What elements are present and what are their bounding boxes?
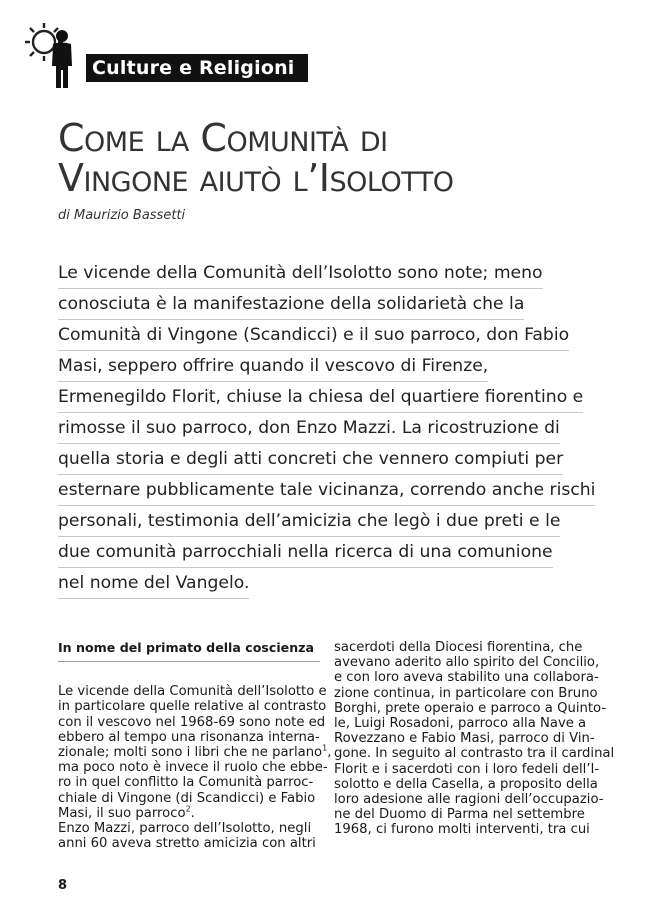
body-line: Rovezzano e Fabio Masi, parroco di Vin- [334,731,595,747]
body-line: solotto e della Casella, a proposito della [334,776,598,792]
body-line: Enzo Mazzi, parroco dell’Isolotto, negli [58,821,312,837]
body-line: ma poco noto è invece il ruolo che ebbe- [58,760,328,776]
body-line: sacerdoti della Diocesi fiorentina, che [334,640,583,655]
section-banner: Culture e Religioni [86,54,308,82]
lead-line: Masi, seppero offrire quando il vescovo di Firenze, [58,351,578,382]
body-line: Le vicende della Comunità dell’Isolotto e [58,684,327,700]
body-line: gone. In seguito al contrasto tra il cardinal [334,746,615,762]
lead-line: rimosse il suo parroco, don Enzo Mazzi. La ricostruzione di [58,413,578,444]
footnote-ref[interactable]: 2 [185,804,191,814]
lead-line: Comunità di Vingone (Scandicci) e il suo parroco, don Fabio [58,320,578,351]
body-line: Borghi, prete operaio e parroco a Quinto- [334,700,607,716]
body-line: in particolare quelle relative al contrasto [58,699,327,715]
lead-line: nel nome del Vangelo. [58,568,578,599]
body-line: e con loro aveva stabilito una collabora- [334,670,599,686]
body-line: chiale di Vingone (di Scandicci) e Fabio [58,790,316,806]
lead-line: Ermenegildo Florit, chiuse la chiesa del quartiere fiorentino e [58,382,578,413]
title-line: Vingone aiutò l’Isolotto [58,156,454,200]
body-line: 1968, ci furono molti interventi, tra cui [334,822,590,838]
lead-line: personali, testimonia dell’amicizia che legò i due preti e le [58,506,578,537]
body-line: Florit e i sacerdoti con i loro fedeli dell’I- [334,761,600,777]
title-line: Come la Comunità di [58,116,388,160]
body-line: con il vescovo nel 1968-69 sono note ed [58,714,326,730]
lead-line: esternare pubblicamente tale vicinanza, correndo anche rischi [58,475,578,506]
body-line: ebbero al tempo una risonanza interna- [58,729,320,745]
section-logo-icon [22,20,84,90]
left-column [58,640,332,852]
body-line: avevano aderito allo spirito del Concilio, [334,655,600,671]
lead-line: due comunità parrocchiali nella ricerca di una comunione [58,537,578,568]
footnote-ref[interactable]: 1 [322,743,328,753]
body-line: loro adesione alle ragioni dell’occupazio- [334,792,604,808]
right-column [334,640,615,838]
lead-paragraph [58,258,596,599]
body-line: ne del Duomo di Parma nel settembre [334,807,585,823]
body-line: Masi, il suo parroco$^2$. [58,804,195,821]
page-number: 8 [58,878,68,893]
lead-line: quella storia e degli atti concreti che vennero compiuti per [58,444,578,475]
body-line: anni 60 aveva stretto amicizia con altri [58,836,316,852]
body-line: le, Luigi Rosadoni, parroco alla Nave a [334,716,587,732]
article-title [58,118,618,198]
subheading: In nome del primato della coscienza [58,640,320,662]
lead-line: Le vicende della Comunità dell’Isolotto sono note; meno [58,258,578,289]
byline: di Maurizio Bassetti [58,208,186,223]
body-line: zione continua, in particolare con Bruno [334,685,598,701]
body-line: ro in quel conflitto la Comunità parroc- [58,775,314,791]
body-line: zionale; molti sono i libri che ne parlano$^1$, [58,743,332,761]
lead-line: conosciuta è la manifestazione della solidarietà che la [58,289,578,320]
